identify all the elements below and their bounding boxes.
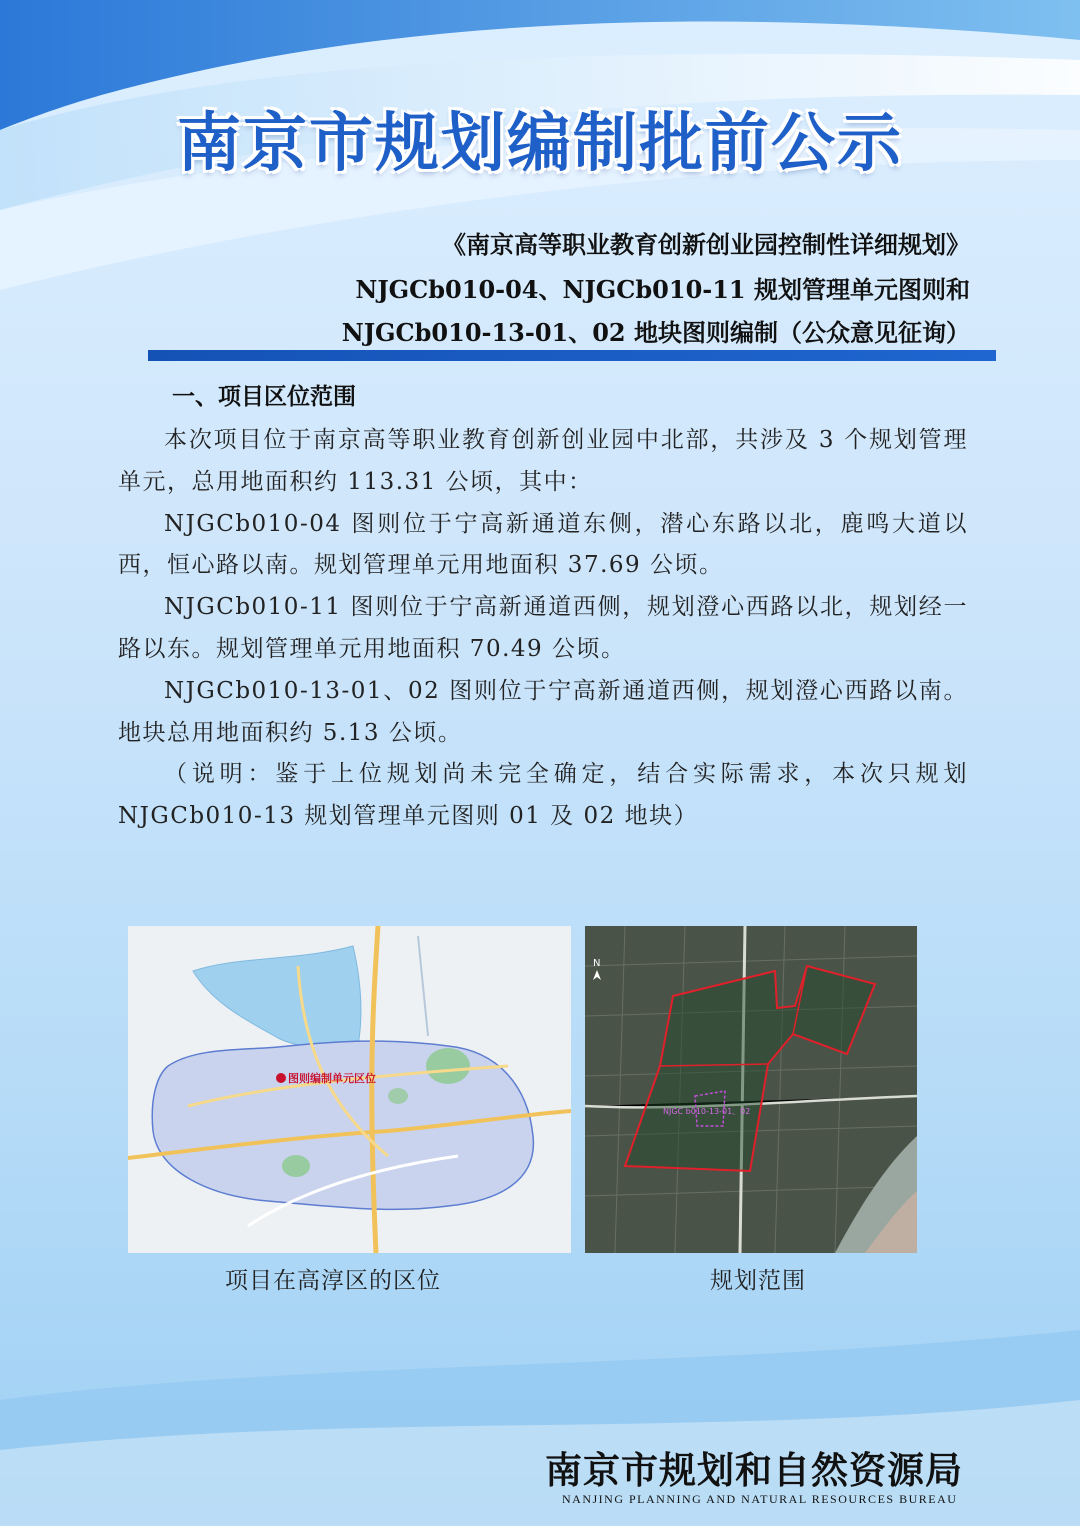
bureau-name-english: NANJING PLANNING AND NATURAL RESOURCES BUREAU — [562, 1492, 958, 1506]
title-divider — [148, 350, 996, 361]
plan-name: 《南京高等职业教育创新创业园控制性详细规划》 — [442, 230, 970, 259]
section-heading: 一、项目区位范围 — [172, 384, 356, 410]
plan-units-line: NJGCb010-04、NJGCb010-11 规划管理单元图则和 — [355, 275, 970, 304]
paragraph-note: （说明：鉴于上位规划尚未完全确定，结合实际需求，本次只规划NJGCb010-13 规划管理单元图则 01 及 02 地块） — [118, 761, 968, 830]
right-map-caption: 规划范围 — [710, 1268, 806, 1294]
paragraph-unit-04: NJGCb010-04 图则位于宁高新通道东侧，潜心东路以北，鹿鸣大道以西，恒心路以南。规划管理单元用地面积 37.69 公顷。 — [118, 510, 968, 579]
bureau-name: 南京市规划和自然资源局 — [545, 1448, 963, 1492]
location-map — [128, 926, 571, 1253]
left-map-caption: 项目在高淳区的区位 — [225, 1268, 441, 1294]
section-body — [118, 420, 968, 838]
paragraph-unit-11: NJGCb010-11 图则位于宁高新通道西侧，规划澄心西路以北，规划经一路以东。规划管理单元用地面积 70.49 公顷。 — [118, 594, 968, 662]
paragraph-overview: 本次项目位于南京高等职业教育创新创业园中北部，共涉及 3 个规划管理单元，总用地面积约 113.31 公顷，其中： — [118, 427, 968, 495]
north-arrow-icon: N — [593, 958, 601, 969]
plan-parcels-line: NJGCb010-13-01、02 地块图则编制（公众意见征询） — [341, 318, 970, 347]
location-marker-icon — [276, 1073, 286, 1083]
location-marker-label: 图则编制单元区位 — [288, 1072, 376, 1085]
page-title: 南京市规划编制批前公示 — [177, 106, 903, 181]
location-map-graphic — [128, 926, 571, 1253]
planning-boundary-graphic — [585, 926, 917, 1253]
parcel-13-label: NJGC b010-13-01、02 — [663, 1107, 751, 1116]
planning-boundary-map — [585, 926, 917, 1253]
paragraph-unit-13: NJGCb010-13-01、02 图则位于宁高新通道西侧，规划澄心西路以南。地块总用地面积约 5.13 公顷。 — [118, 677, 968, 746]
